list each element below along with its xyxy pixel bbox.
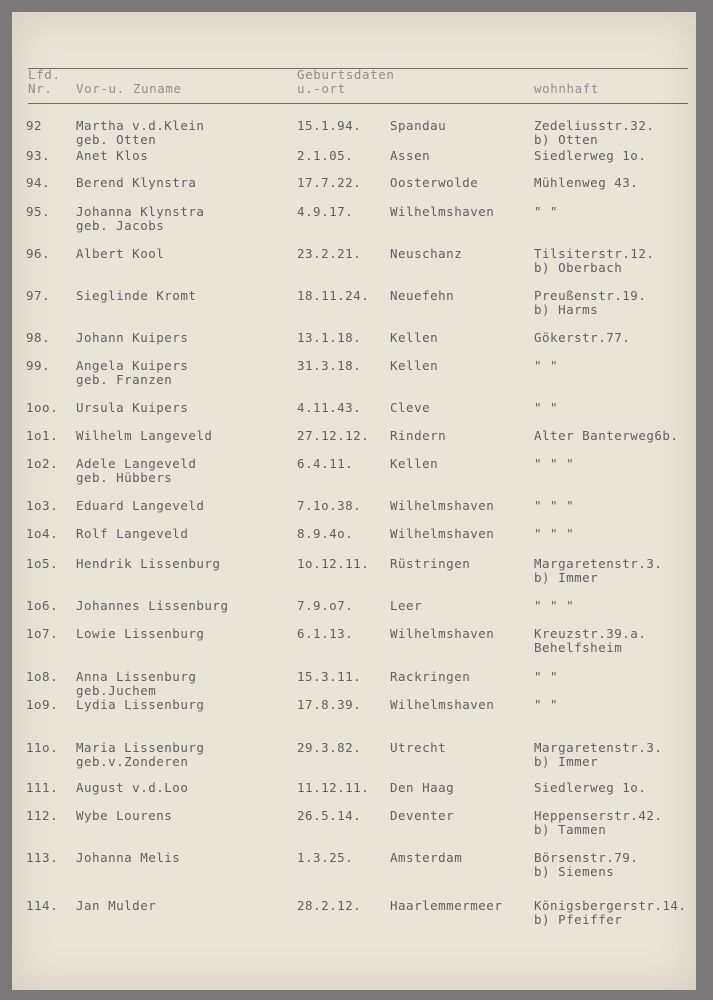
birth-place: Amsterdam — [390, 850, 463, 865]
row-number: 99. — [26, 358, 51, 373]
residence-address: Margaretenstr.3. — [534, 740, 663, 755]
maiden-name: geb. Otten — [76, 132, 157, 147]
header-birth-line2: u.-ort — [297, 81, 346, 96]
birth-date: 2.1.05. — [297, 148, 354, 163]
residence-address: Margaretenstr.3. — [534, 556, 663, 571]
person-name: Albert Kool — [76, 246, 165, 261]
maiden-name: geb. Hübbers — [76, 470, 173, 485]
person-name: Martha v.d.Klein — [76, 118, 205, 133]
person-name: Eduard Langeveld — [76, 498, 205, 513]
birth-date: 17.7.22. — [297, 175, 362, 190]
person-name: Angela Kuipers — [76, 358, 189, 373]
birth-date: 11.12.11. — [297, 780, 370, 795]
table-row — [12, 289, 696, 323]
residence-address: Kreuzstr.39.a. — [534, 626, 647, 641]
birth-place: Wilhelmshaven — [390, 498, 495, 513]
birth-place: Den Haag — [390, 780, 455, 795]
row-number: 96. — [26, 246, 51, 261]
maiden-name: geb. Franzen — [76, 372, 173, 387]
residence-address: Preußenstr.19. — [534, 288, 647, 303]
birth-place: Rindern — [390, 428, 447, 443]
birth-place: Neuschanz — [390, 246, 463, 261]
residence-address: Siedlerweg 1o. — [534, 148, 647, 163]
birth-date: 13.1.18. — [297, 330, 362, 345]
row-number: 11o. — [26, 740, 59, 755]
residence-address: " " — [534, 669, 559, 684]
table-row — [12, 557, 696, 591]
residence-address: " " " — [534, 526, 575, 541]
row-number: 98. — [26, 330, 51, 345]
header-name: Vor-u. Zuname — [76, 81, 182, 96]
residence-address: " " — [534, 358, 559, 373]
birth-place: Assen — [390, 148, 431, 163]
residence-address: Tilsiterstr.12. — [534, 246, 655, 261]
table-row — [12, 698, 696, 732]
person-name: Anet Klos — [76, 148, 149, 163]
birth-date: 6.1.13. — [297, 626, 354, 641]
residence-address: " " " — [534, 498, 575, 513]
person-name: Maria Lissenburg — [76, 740, 205, 755]
birth-date: 23.2.21. — [297, 246, 362, 261]
header-nr-line1: Lfd. — [28, 67, 61, 82]
table-row — [12, 359, 696, 393]
birth-place: Wilhelmshaven — [390, 204, 495, 219]
residence-note: b) Otten — [534, 132, 599, 147]
row-number: 114. — [26, 898, 59, 913]
person-name: Ursula Kuipers — [76, 400, 189, 415]
residence-address: Heppenserstr.42. — [534, 808, 663, 823]
birth-place: Leer — [390, 598, 423, 613]
person-name: Jan Mulder — [76, 898, 157, 913]
header-nr-line2: Nr. — [28, 81, 53, 96]
row-number: 97. — [26, 288, 51, 303]
birth-place: Kellen — [390, 456, 439, 471]
table-row — [12, 205, 696, 239]
birth-date: 28.2.12. — [297, 898, 362, 913]
person-name: Hendrik Lissenburg — [76, 556, 221, 571]
birth-place: Neuefehn — [390, 288, 455, 303]
residence-address: " " — [534, 697, 559, 712]
person-name: Berend Klynstra — [76, 175, 197, 190]
birth-date: 1o.12.11. — [297, 556, 370, 571]
birth-date: 17.8.39. — [297, 697, 362, 712]
table-row — [12, 247, 696, 281]
residence-note: b) Oberbach — [534, 260, 623, 275]
row-number: 113. — [26, 850, 59, 865]
birth-place: Deventer — [390, 808, 455, 823]
table-row — [12, 741, 696, 775]
row-number: 1o2. — [26, 456, 59, 471]
birth-place: Cleve — [390, 400, 431, 415]
birth-date: 7.1o.38. — [297, 498, 362, 513]
birth-date: 29.3.82. — [297, 740, 362, 755]
birth-place: Rüstringen — [390, 556, 471, 571]
row-number: 92 — [26, 118, 43, 133]
person-name: Lydia Lissenburg — [76, 697, 205, 712]
birth-date: 15.3.11. — [297, 669, 362, 684]
residence-address: Mühlenweg 43. — [534, 175, 639, 190]
row-number: 1o9. — [26, 697, 59, 712]
person-name: Anna Lissenburg — [76, 669, 197, 684]
maiden-name: geb.Juchem — [76, 683, 157, 698]
residence-note: b) Pfeiffer — [534, 912, 623, 927]
residence-address: Alter Banterweg6b. — [534, 428, 679, 443]
person-name: Johann Kuipers — [76, 330, 189, 345]
person-name: Wybe Lourens — [76, 808, 173, 823]
birth-date: 4.9.17. — [297, 204, 354, 219]
residence-address: Königsbergerstr.14. — [534, 898, 687, 913]
table-row — [12, 851, 696, 885]
table-row — [12, 457, 696, 491]
header-birth — [297, 68, 395, 96]
birth-place: Oosterwolde — [390, 175, 479, 190]
birth-place: Wilhelmshaven — [390, 526, 495, 541]
person-name: Johannes Lissenburg — [76, 598, 229, 613]
residence-address: " " — [534, 204, 559, 219]
row-number: 1o4. — [26, 526, 59, 541]
table-row — [12, 809, 696, 843]
header-birth-line1: Geburtsdaten — [297, 67, 395, 82]
birth-place: Rackringen — [390, 669, 471, 684]
birth-place: Haarlemmermeer — [390, 898, 503, 913]
person-name: Johanna Melis — [76, 850, 181, 865]
row-number: 112. — [26, 808, 59, 823]
residence-note: b) Siemens — [534, 864, 615, 879]
row-number: 1o1. — [26, 428, 59, 443]
birth-date: 4.11.43. — [297, 400, 362, 415]
header-bottom-rule — [28, 103, 688, 104]
row-number: 1o8. — [26, 669, 59, 684]
row-number: 95. — [26, 204, 51, 219]
row-number: 1o5. — [26, 556, 59, 571]
residence-address: Gökerstr.77. — [534, 330, 631, 345]
residence-address: " " — [534, 400, 559, 415]
row-number: 1o3. — [26, 498, 59, 513]
row-number: 1o7. — [26, 626, 59, 641]
person-name: Rolf Langeveld — [76, 526, 189, 541]
residence-address: " " " — [534, 456, 575, 471]
person-name: Lowie Lissenburg — [76, 626, 205, 641]
birth-place: Wilhelmshaven — [390, 626, 495, 641]
birth-place: Utrecht — [390, 740, 447, 755]
header-residence: wohnhaft — [534, 81, 600, 96]
row-number: 111. — [26, 780, 59, 795]
residence-note: b) Immer — [534, 754, 599, 769]
birth-place: Kellen — [390, 330, 439, 345]
person-name: August v.d.Loo — [76, 780, 189, 795]
birth-date: 27.12.12. — [297, 428, 370, 443]
birth-date: 1.3.25. — [297, 850, 354, 865]
residence-address: Börsenstr.79. — [534, 850, 639, 865]
table-row — [12, 899, 696, 933]
person-name: Sieglinde Kromt — [76, 288, 197, 303]
birth-place: Wilhelmshaven — [390, 697, 495, 712]
person-name: Adele Langeveld — [76, 456, 197, 471]
residence-address: Siedlerweg 1o. — [534, 780, 647, 795]
birth-date: 15.1.94. — [297, 118, 362, 133]
residence-address: " " " — [534, 598, 575, 613]
row-number: 1oo. — [26, 400, 59, 415]
person-name: Johanna Klynstra — [76, 204, 205, 219]
maiden-name: geb. Jacobs — [76, 218, 165, 233]
row-number: 93. — [26, 148, 51, 163]
person-name: Wilhelm Langeveld — [76, 428, 213, 443]
residence-note: b) Tammen — [534, 822, 607, 837]
birth-date: 26.5.14. — [297, 808, 362, 823]
row-number: 94. — [26, 175, 51, 190]
birth-date: 8.9.4o. — [297, 526, 354, 541]
maiden-name: geb.v.Zonderen — [76, 754, 189, 769]
birth-date: 31.3.18. — [297, 358, 362, 373]
birth-place: Spandau — [390, 118, 447, 133]
residence-note: b) Immer — [534, 570, 599, 585]
birth-date: 18.11.24. — [297, 288, 370, 303]
birth-date: 7.9.o7. — [297, 598, 354, 613]
table-row — [12, 627, 696, 661]
residence-address: Zedeliusstr.32. — [534, 118, 655, 133]
birth-place: Kellen — [390, 358, 439, 373]
birth-date: 6.4.11. — [297, 456, 354, 471]
header-nr — [28, 68, 61, 96]
residence-note: Behelfsheim — [534, 640, 623, 655]
document-page — [12, 12, 696, 990]
residence-note: b) Harms — [534, 302, 599, 317]
row-number: 1o6. — [26, 598, 59, 613]
